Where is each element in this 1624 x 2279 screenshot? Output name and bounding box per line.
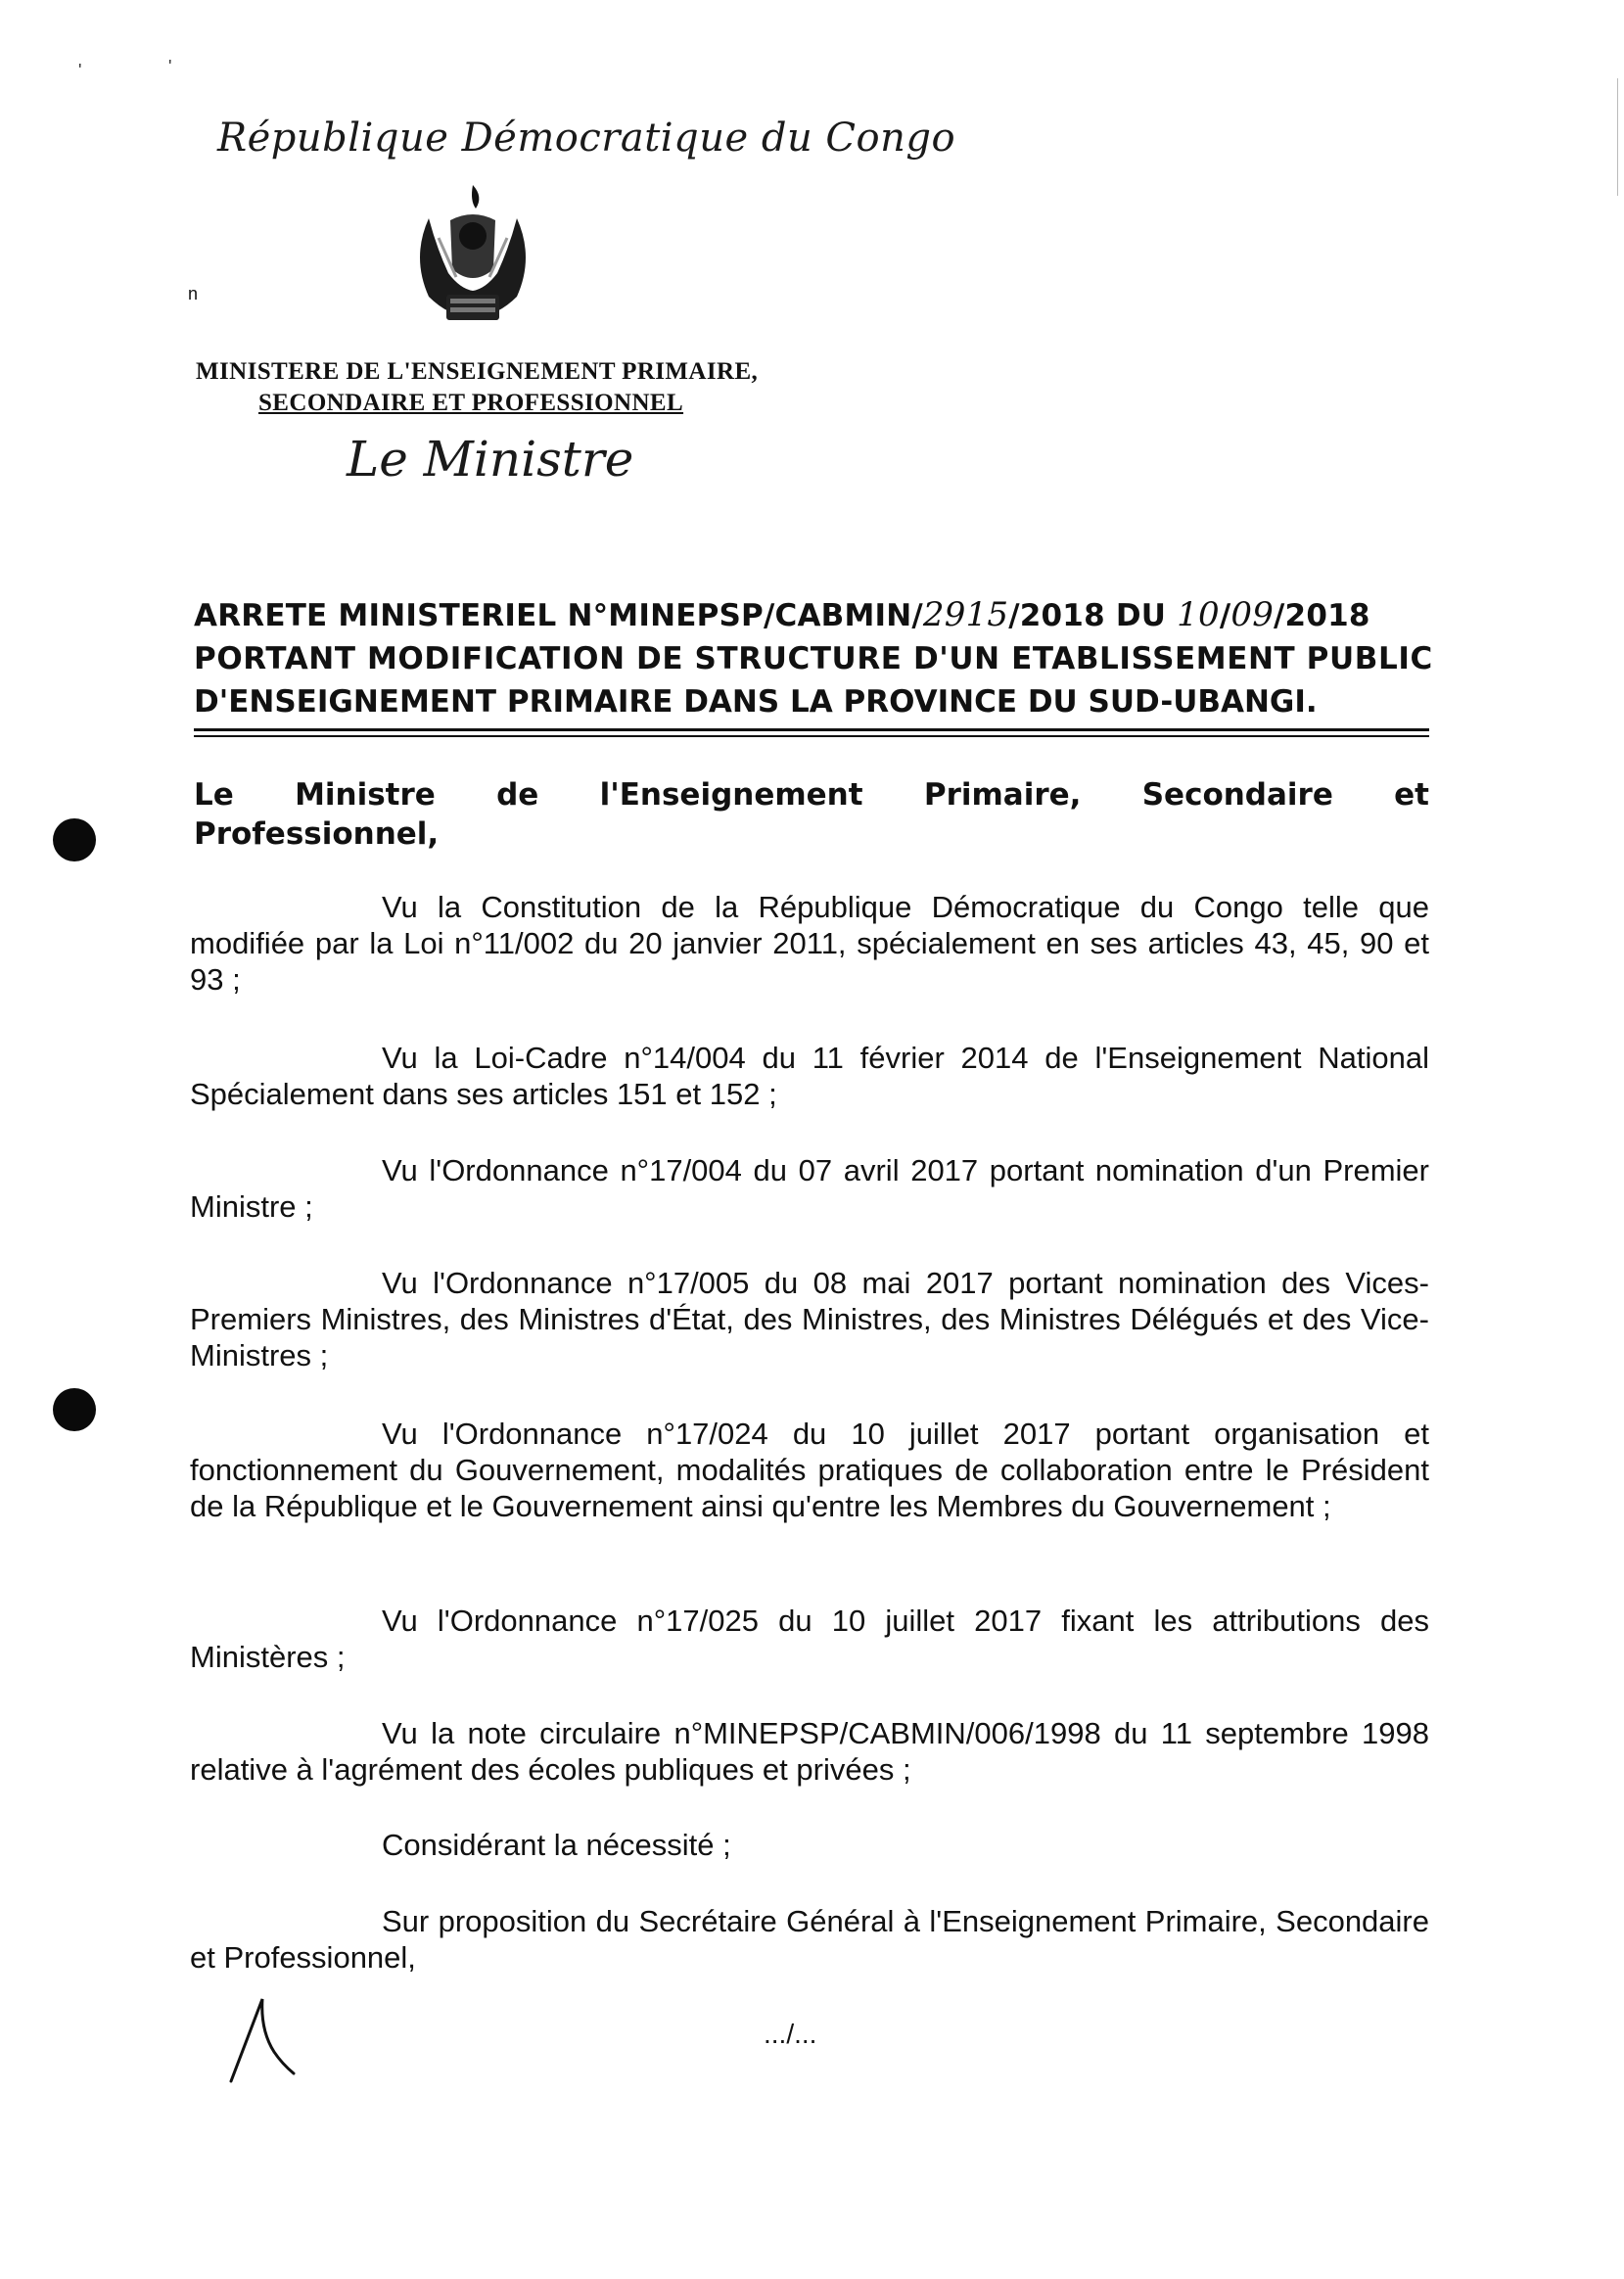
scan-speck: ' [78,61,82,80]
minister-title: Le Ministre [347,431,634,488]
handwritten-day: 10 [1177,595,1220,634]
decree-title [194,593,1433,723]
binder-hole [53,1388,96,1431]
paragraph-note-circulaire: Vu la note circulaire n°MINEPSP/CABMIN/006/1998 du 11 septembre 1998 relative à l'agrément des écoles publiques et privées ; [190,1716,1429,1787]
scan-edge-line [1617,78,1618,196]
title-mid: /2018 DU [1008,598,1178,633]
paragraph-ordonnance-024: Vu l'Ordonnance n°17/024 du 10 juillet 2017 portant organisation et fonctionnement du Gouvernement, modalités pratiques de collaboration entre le Président de la République et le Gouvernement ainsi qu'entre les Membres du Gouvernement ; [190,1417,1429,1523]
handwritten-number: 2915 [922,595,1009,634]
paragraph-ordonnance-025: Vu l'Ordonnance n°17/025 du 10 juillet 2017 fixant les attributions des Ministères ; [190,1604,1429,1674]
country-name: République Démocratique du Congo [217,116,956,161]
handwritten-initial-icon [223,1991,302,2089]
paragraph-considerant: Considérant la nécessité ; [382,1828,731,1862]
ministry-line-1: MINISTERE DE L'ENSEIGNEMENT PRIMAIRE, [196,358,759,385]
title-line-3: D'ENSEIGNEMENT PRIMAIRE DANS LA PROVINCE DU SUD-UBANGI. [194,684,1318,720]
opening-statement: Le Ministre de l'Enseignement Primaire, Secondaire et Professionnel, [194,777,1429,852]
stray-mark: n [188,284,199,303]
continuation-marker: .../... [764,2019,817,2049]
handwritten-month: 09 [1230,595,1275,634]
title-line-1: ARRETE MINISTERIEL N°MINEPSP/CABMIN/2915/2018 DU 10/09/2018 [194,595,1370,634]
scan-speck: ' [168,57,172,76]
title-rule [194,728,1429,731]
title-suffix: /2018 [1274,598,1370,633]
paragraph-proposition: Sur proposition du Secrétaire Général à l'Enseignement Primaire, Secondaire et Professionnel, [190,1904,1429,1975]
ministry-line-2: SECONDAIRE ET PROFESSIONNEL [258,390,684,416]
paragraph-ordonnance-004: Vu l'Ordonnance n°17/004 du 07 avril 2017 portant nomination d'un Premier Ministre ; [190,1153,1429,1224]
paragraph-constitution: Vu la Constitution de la République Démocratique du Congo telle que modifiée par la Loi n°11/002 du 20 janvier 2011, spécialement en ses articles 43, 45, 90 et 93 ; [190,890,1429,997]
title-prefix: ARRETE MINISTERIEL N°MINEPSP/CABMIN/ [194,598,923,633]
binder-hole [53,818,96,861]
paragraph-loi-cadre: Vu la Loi-Cadre n°14/004 du 11 février 2014 de l'Enseignement National Spécialement dans ses articles 151 et 152 ; [190,1041,1429,1111]
coat-of-arms-icon [399,179,546,331]
title-rule-thin [194,735,1429,737]
title-line-2: PORTANT MODIFICATION DE STRUCTURE D'UN ETABLISSEMENT PUBLIC [194,641,1433,676]
paragraph-ordonnance-005: Vu l'Ordonnance n°17/005 du 08 mai 2017 portant nomination des Vices-Premiers Ministres, des Ministres d'État, des Ministres, des Ministres Délégués et des Vice-Ministres ; [190,1266,1429,1372]
